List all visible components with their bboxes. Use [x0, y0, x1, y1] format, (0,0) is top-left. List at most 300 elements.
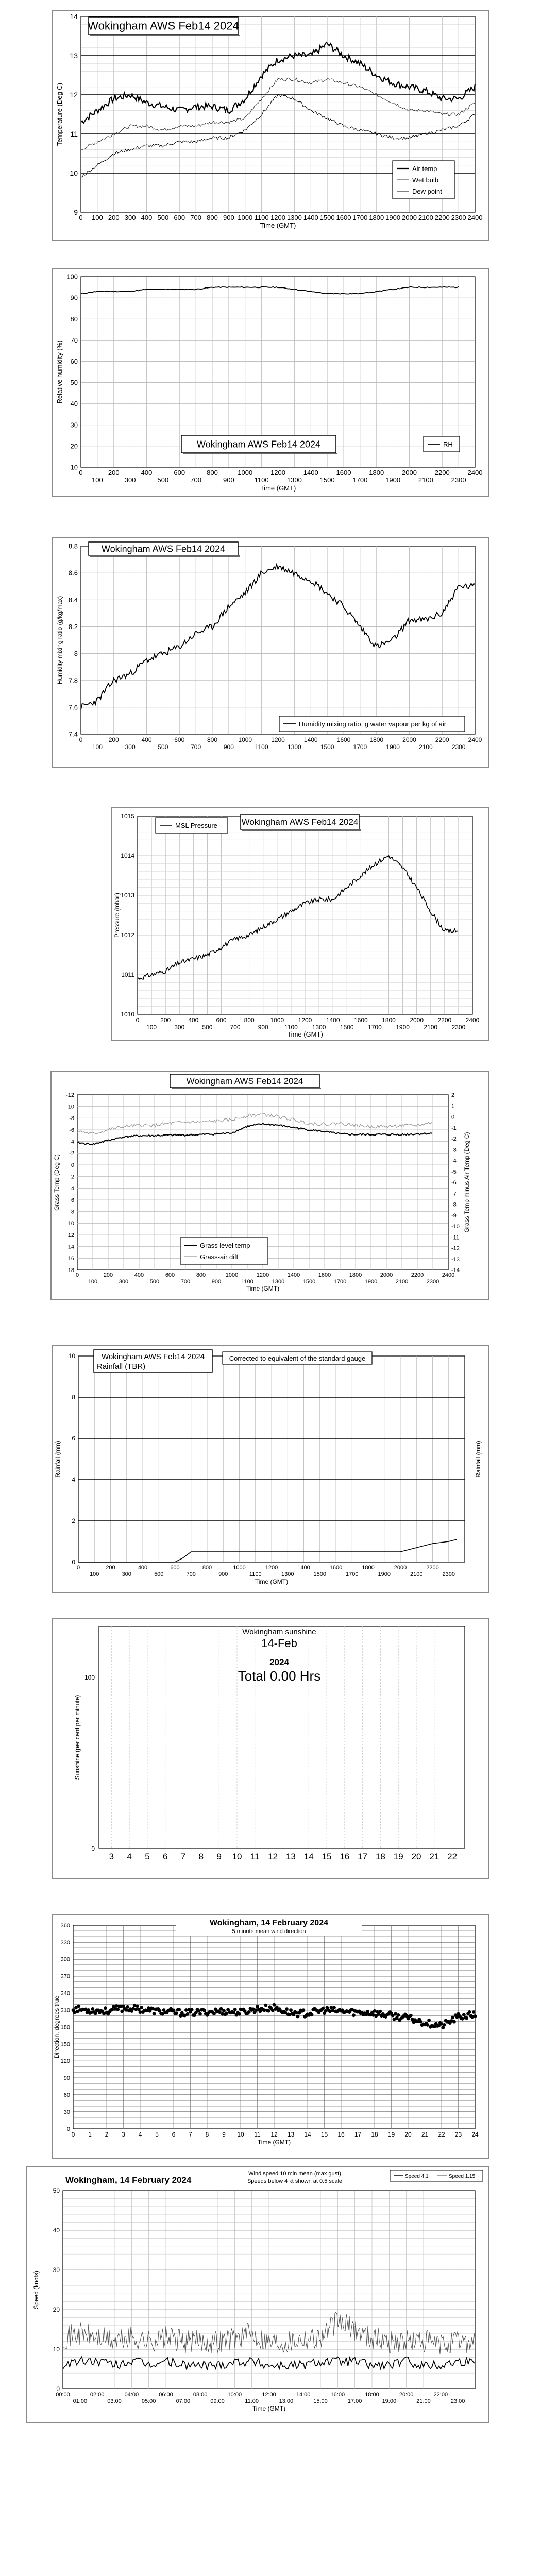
rh-legend-label: RH — [443, 440, 453, 448]
speed-x-tick-label: 23:00 — [450, 2398, 465, 2404]
rain-y-tick-label: 0 — [72, 1558, 75, 1566]
press-x-tick-label: 1700 — [368, 1024, 382, 1031]
speed-x-tick-label: 09:00 — [210, 2398, 225, 2404]
mix-y-tick-label: 8 — [74, 650, 78, 658]
press-x-tick-label: 700 — [230, 1024, 241, 1031]
dir-point — [352, 2013, 356, 2017]
dir-x-tick-label: 1 — [88, 2131, 92, 2138]
dir-point — [378, 2010, 382, 2013]
grass-x-tick-label: 1900 — [364, 1279, 378, 1285]
mix-x-tick-label: 900 — [223, 743, 234, 751]
sun-y-tick-label: 0 — [91, 1845, 95, 1852]
dir-x-tick-label: 19 — [387, 2131, 395, 2138]
dir-point — [468, 2010, 471, 2014]
temp-y-tick-label: 11 — [70, 129, 78, 138]
mixing-ratio-chart-panel — [52, 537, 489, 768]
press-x-tick-label: 2000 — [410, 1016, 424, 1024]
rh-y-tick-label: 100 — [66, 273, 78, 281]
dir-point — [87, 2008, 90, 2012]
rh-y-tick-label: 90 — [70, 294, 78, 302]
speed-x-tick-label: 01:00 — [73, 2398, 88, 2404]
grass-y-tick-label: -6 — [69, 1127, 74, 1133]
mix-x-tick-label: 1200 — [271, 736, 285, 743]
speed-x-tick-label: 08:00 — [193, 2392, 208, 2398]
sun-x-tick-label: 4 — [127, 1852, 132, 1861]
dir-point — [296, 2015, 300, 2019]
dir-x-tick-label: 18 — [371, 2131, 378, 2138]
rain-x-tick-label: 800 — [202, 1565, 212, 1571]
grass-x-tick-label: 1100 — [241, 1279, 253, 1285]
grass-chart-title: Wokingham AWS Feb14 2024 — [186, 1076, 303, 1086]
dir-x-tick-label: 9 — [222, 2131, 226, 2138]
rh-x-tick-label: 0 — [79, 469, 83, 477]
sun-total: Total 0.00 Hrs — [238, 1668, 321, 1684]
grass-x-tick-label: 300 — [119, 1279, 129, 1285]
mix-y-tick-label: 8.6 — [68, 569, 78, 577]
grass-x-tick-label: 2200 — [411, 1272, 424, 1278]
speed-x-tick-label: 00:00 — [56, 2392, 70, 2398]
dir-x-tick-label: 0 — [71, 2131, 75, 2138]
grass-x-tick-label: 900 — [211, 1279, 222, 1285]
dir-y-tick-label: 300 — [60, 1956, 70, 1963]
dir-point — [190, 2008, 194, 2011]
dir-point — [451, 2016, 454, 2020]
temp-legend-label: Wet bulb — [412, 176, 439, 184]
dir-point — [427, 2019, 431, 2022]
rain-x-tick-label: 0 — [76, 1565, 80, 1571]
temp-y-tick-label: 10 — [70, 168, 78, 177]
dir-x-tick-label: 7 — [189, 2131, 192, 2138]
temp-y-axis-label: Temperature (Deg C) — [56, 82, 63, 146]
grass-x-tick-label: 1200 — [256, 1272, 269, 1278]
grass-y2-tick-label: -10 — [451, 1224, 460, 1230]
speed-x-tick-label: 21:00 — [416, 2398, 431, 2404]
rh-x-tick-label: 2100 — [418, 476, 433, 484]
speed-x-tick-label: 18:00 — [365, 2392, 379, 2398]
speed-y-tick-label: 30 — [53, 2266, 60, 2274]
rain-y2-axis-label: Rainfall (mm) — [475, 1440, 482, 1478]
dir-x-tick-label: 3 — [122, 2131, 125, 2138]
temp-y-tick-label: 13 — [70, 51, 78, 60]
dir-point — [238, 2012, 241, 2016]
dir-x-tick-label: 23 — [454, 2131, 462, 2138]
sun-x-tick-label: 22 — [447, 1852, 458, 1861]
grass-y2-tick-label: 1 — [451, 1103, 455, 1110]
dir-x-tick-label: 14 — [304, 2131, 311, 2138]
rain-y-tick-label: 8 — [72, 1394, 75, 1401]
dir-x-tick-label: 13 — [287, 2131, 295, 2138]
press-x-axis-label: Time (GMT) — [287, 1030, 323, 1038]
dir-point — [233, 2008, 237, 2011]
wind-direction-chart-panel — [52, 1914, 489, 2159]
temp-x-tick-label: 1900 — [385, 214, 401, 222]
mix-y-tick-label: 8.4 — [68, 596, 78, 604]
rain-x-tick-label: 2300 — [442, 1571, 455, 1578]
dir-point — [136, 2005, 139, 2008]
sun-x-tick-label: 5 — [145, 1852, 150, 1861]
rain-x-tick-label: 1500 — [313, 1571, 326, 1578]
rh-x-tick-label: 2300 — [451, 476, 466, 484]
sunshine-chart — [53, 1619, 488, 1878]
rh-y-tick-label: 30 — [70, 421, 78, 429]
wind-direction-chart — [53, 1915, 488, 2158]
dir-y-tick-label: 120 — [60, 2058, 70, 2065]
rh-y-tick-label: 40 — [70, 400, 78, 408]
humidity-chart — [53, 269, 488, 496]
rain-x-axis-label: Time (GMT) — [255, 1578, 289, 1585]
rain-x-tick-label: 1100 — [249, 1571, 262, 1578]
mix-y-tick-label: 7.6 — [68, 703, 78, 711]
speed-x-tick-label: 04:00 — [124, 2392, 139, 2398]
mix-y-axis-label: Humidity mixing ratio (g/kg/max) — [56, 596, 63, 685]
dir-point — [366, 2010, 369, 2013]
press-x-tick-label: 800 — [244, 1016, 255, 1024]
temperature-chart — [53, 11, 488, 240]
grass-y2-tick-label: -11 — [451, 1234, 460, 1241]
mix-x-tick-label: 200 — [108, 736, 119, 743]
mix-x-tick-label: 1700 — [353, 743, 367, 751]
speed-x-tick-label: 15:00 — [313, 2398, 328, 2404]
speed-x-tick-label: 19:00 — [382, 2398, 397, 2404]
rainfall-chart — [53, 1346, 488, 1592]
grass-y2-tick-label: -6 — [451, 1180, 457, 1186]
press-x-tick-label: 300 — [174, 1024, 185, 1031]
temp-x-tick-label: 1000 — [238, 214, 253, 222]
grass-y2-tick-label: 2 — [451, 1092, 455, 1098]
temp-x-axis-label: Time (GMT) — [260, 222, 296, 229]
mix-x-tick-label: 1100 — [255, 743, 268, 751]
sun-chart-title: Wokingham sunshine — [242, 1628, 316, 1636]
mix-x-tick-label: 300 — [125, 743, 136, 751]
dir-point — [321, 2007, 325, 2010]
dir-point — [465, 2016, 468, 2020]
mix-x-tick-label: 1900 — [386, 743, 400, 751]
dir-x-tick-label: 11 — [254, 2131, 261, 2138]
grass-y2-axis-label: Grass Temp minus Air Temp (Deg C) — [463, 1132, 470, 1233]
rh-x-tick-label: 1800 — [369, 469, 384, 477]
sun-x-tick-label: 19 — [393, 1852, 403, 1861]
press-chart-title-shadow — [242, 829, 361, 831]
speed-x-tick-label: 06:00 — [159, 2392, 173, 2398]
rh-x-tick-label: 1600 — [336, 469, 351, 477]
temp-x-tick-label: 2400 — [467, 214, 483, 222]
dir-point — [397, 2013, 400, 2017]
rh-x-axis-label: Time (GMT) — [260, 484, 296, 492]
rh-x-tick-label: 2000 — [402, 469, 417, 477]
grass-y-tick-label: 10 — [67, 1221, 74, 1227]
rain-x-tick-label: 1700 — [346, 1571, 359, 1578]
press-x-tick-label: 900 — [258, 1024, 268, 1031]
press-legend-label: MSL Pressure — [175, 822, 217, 829]
temp-x-tick-label: 1600 — [336, 214, 351, 222]
mix-y-tick-label: 7.4 — [68, 730, 78, 738]
press-x-tick-label: 400 — [188, 1016, 199, 1024]
mix-chart-title-shadow — [90, 555, 240, 557]
mix-x-tick-label: 2400 — [468, 736, 482, 743]
speed-y-axis-label: Speed (knots) — [32, 2270, 40, 2309]
grass-y2-tick-label: -3 — [451, 1147, 457, 1154]
mix-y-tick-label: 8.2 — [68, 622, 78, 631]
grass-x-tick-label: 700 — [180, 1279, 191, 1285]
sun-x-tick-label: 11 — [250, 1852, 260, 1861]
grass-x-tick-label: 1800 — [349, 1272, 362, 1278]
dir-point — [302, 2008, 306, 2012]
rain-y-tick-label: 6 — [72, 1435, 75, 1443]
temp-x-tick-label: 1400 — [303, 214, 318, 222]
rh-x-tick-label: 1100 — [254, 476, 269, 484]
dir-point — [232, 2011, 235, 2014]
dir-point — [198, 2012, 202, 2016]
dir-point — [285, 2007, 289, 2011]
press-x-tick-label: 1600 — [353, 1016, 368, 1024]
temp-y-tick-label: 12 — [70, 90, 78, 99]
rain-x-tick-label: 2100 — [410, 1571, 423, 1578]
dir-x-tick-label: 6 — [172, 2131, 176, 2138]
mix-x-tick-label: 2200 — [435, 736, 449, 743]
mix-x-tick-label: 1300 — [288, 743, 301, 751]
rh-x-tick-label: 800 — [207, 469, 218, 477]
humidity-chart-panel — [52, 268, 489, 497]
press-x-tick-label: 600 — [216, 1016, 227, 1024]
temp-x-tick-label: 600 — [174, 214, 185, 222]
rh-x-tick-label: 1400 — [303, 469, 318, 477]
grass-x-axis-label: Time (GMT) — [246, 1285, 280, 1292]
grass-x-tick-label: 2000 — [380, 1272, 393, 1278]
mix-x-tick-label: 400 — [141, 736, 152, 743]
sun-x-tick-label: 16 — [340, 1852, 350, 1861]
press-y-tick-label: 1011 — [121, 971, 134, 979]
dir-point — [472, 2010, 476, 2014]
rh-x-tick-label: 600 — [174, 469, 185, 477]
dir-x-axis-label: Time (GMT) — [257, 2139, 291, 2146]
mixing-ratio-chart — [53, 538, 488, 767]
dir-x-tick-label: 10 — [237, 2131, 244, 2138]
dir-point — [120, 2010, 124, 2013]
temp-legend-label: Air temp — [412, 165, 437, 173]
grass-y-tick-label: 14 — [67, 1244, 74, 1250]
rain-x-tick-label: 100 — [90, 1571, 99, 1578]
press-y-tick-label: 1015 — [121, 812, 134, 820]
rh-x-tick-label: 2400 — [467, 469, 483, 477]
mix-x-tick-label: 1600 — [336, 736, 351, 743]
speed-x-tick-label: 13:00 — [279, 2398, 294, 2404]
grass-y2-tick-label: -2 — [451, 1136, 457, 1142]
dir-point — [212, 2012, 216, 2016]
rh-x-tick-label: 1500 — [319, 476, 335, 484]
temp-x-tick-label: 1500 — [319, 214, 335, 222]
rh-y-axis-label: Relative humidity (%) — [56, 340, 63, 404]
grass-y-axis-label: Grass Temp (Deg C) — [53, 1154, 60, 1211]
temperature-chart-panel — [52, 10, 489, 241]
dir-point — [202, 2009, 206, 2012]
press-y-tick-label: 1012 — [121, 931, 134, 939]
dir-point — [153, 2012, 156, 2015]
temp-legend-label: Dew point — [412, 188, 442, 195]
rain-y-tick-label: 2 — [72, 1517, 75, 1525]
speed-y-tick-label: 10 — [53, 2346, 60, 2353]
dir-point — [419, 2020, 422, 2024]
speed-x-tick-label: 07:00 — [176, 2398, 191, 2404]
press-y-axis-label: Pressure (mbar) — [113, 893, 121, 938]
grass-x-tick-label: 200 — [103, 1272, 113, 1278]
sun-x-tick-label: 13 — [285, 1852, 296, 1861]
grass-temp-chart-panel — [50, 1071, 489, 1300]
sun-x-tick-label: 14 — [303, 1852, 314, 1861]
dir-point — [94, 2012, 97, 2015]
grass-y-tick-label: 8 — [71, 1209, 74, 1215]
mix-chart-title: Wokingham AWS Feb14 2024 — [101, 544, 226, 554]
speed-y-tick-label: 40 — [53, 2227, 60, 2234]
dir-point — [140, 2006, 143, 2009]
press-x-tick-label: 100 — [146, 1024, 157, 1031]
grass-y2-tick-label: -13 — [451, 1256, 460, 1263]
mix-x-tick-label: 1400 — [303, 736, 318, 743]
dir-point — [452, 2020, 456, 2024]
rain-y-tick-label: 10 — [68, 1352, 75, 1360]
grass-x-tick-label: 1000 — [225, 1272, 239, 1278]
press-x-tick-label: 1500 — [340, 1024, 354, 1031]
rain-x-tick-label: 1000 — [233, 1565, 246, 1571]
temp-x-tick-label: 2100 — [418, 214, 433, 222]
mix-x-tick-label: 1000 — [238, 736, 252, 743]
temp-x-tick-label: 900 — [223, 214, 234, 222]
rh-y-tick-label: 60 — [70, 357, 78, 365]
dir-x-tick-label: 12 — [270, 2131, 278, 2138]
grass-chart-title-shadow — [172, 1088, 321, 1089]
mix-x-tick-label: 600 — [174, 736, 185, 743]
dir-y-tick-label: 150 — [60, 2041, 70, 2048]
mix-legend-label: Humidity mixing ratio, g water vapour per kg of air — [299, 720, 447, 728]
temp-x-tick-label: 100 — [92, 214, 103, 222]
dir-y-tick-label: 180 — [60, 2024, 70, 2031]
temp-x-tick-label: 2000 — [402, 214, 417, 222]
temp-x-tick-label: 1100 — [254, 214, 269, 222]
rain-x-tick-label: 1600 — [329, 1565, 343, 1571]
rain-y-tick-label: 4 — [72, 1476, 75, 1484]
sun-x-tick-label: 8 — [198, 1852, 204, 1861]
temp-x-tick-label: 0 — [79, 214, 83, 222]
rain-x-tick-label: 600 — [170, 1565, 180, 1571]
press-x-tick-label: 0 — [136, 1016, 140, 1024]
dir-x-tick-label: 8 — [205, 2131, 209, 2138]
mix-x-tick-label: 500 — [158, 743, 168, 751]
grass-x-tick-label: 500 — [149, 1279, 160, 1285]
grass-x-tick-label: 400 — [134, 1272, 144, 1278]
rh-x-tick-label: 1300 — [286, 476, 302, 484]
press-x-tick-label: 1100 — [284, 1024, 298, 1031]
dir-point — [175, 2011, 178, 2015]
sun-x-tick-label: 15 — [322, 1852, 332, 1861]
press-x-tick-label: 1300 — [312, 1024, 326, 1031]
sun-x-tick-label: 12 — [268, 1852, 278, 1861]
mix-x-tick-label: 1500 — [320, 743, 334, 751]
temp-y-tick-label: 9 — [74, 208, 78, 216]
rh-y-tick-label: 50 — [70, 379, 78, 387]
temp-x-tick-label: 1800 — [369, 214, 384, 222]
rain-x-tick-label: 1800 — [362, 1565, 375, 1571]
temp-x-tick-label: 1300 — [286, 214, 302, 222]
dir-point — [443, 2023, 446, 2027]
temp-x-tick-label: 2200 — [434, 214, 450, 222]
grass-y-tick-label: -4 — [69, 1139, 74, 1145]
dir-point — [104, 2006, 107, 2010]
rh-x-tick-label: 1000 — [238, 469, 253, 477]
press-x-tick-label: 2200 — [437, 1016, 452, 1024]
rh-x-tick-label: 300 — [124, 476, 136, 484]
speed-legend-label: Speed 1.15 — [449, 2174, 476, 2179]
press-x-tick-label: 1800 — [382, 1016, 396, 1024]
press-x-tick-label: 1900 — [396, 1024, 410, 1031]
dir-x-tick-label: 2 — [105, 2131, 109, 2138]
dir-point — [126, 2005, 129, 2009]
dir-y-tick-label: 90 — [63, 2075, 70, 2082]
grass-y2-tick-label: -5 — [451, 1168, 457, 1175]
speed-x-tick-label: 12:00 — [262, 2392, 276, 2398]
wind-speed-chart — [27, 2167, 488, 2422]
rh-chart-title-shadow — [183, 453, 337, 454]
speed-x-tick-label: 10:00 — [227, 2392, 242, 2398]
speed-chart-title: Wokingham, 14 February 2024 — [65, 2175, 192, 2185]
grass-y2-tick-label: -14 — [451, 1267, 460, 1274]
mix-y-tick-label: 7.8 — [68, 676, 78, 685]
rain-x-tick-label: 1200 — [265, 1565, 278, 1571]
dir-x-tick-label: 5 — [155, 2131, 159, 2138]
speed-x-tick-label: 14:00 — [296, 2392, 311, 2398]
press-chart-title: Wokingham AWS Feb14 2024 — [241, 817, 359, 827]
rain-note: Corrected to equivalent of the standard gauge — [229, 1354, 366, 1362]
mix-y-tick-label: 8.8 — [68, 542, 78, 550]
mix-x-tick-label: 700 — [191, 743, 201, 751]
grass-y-tick-label: 0 — [71, 1162, 74, 1168]
temp-x-tick-label: 400 — [141, 214, 153, 222]
grass-y2-tick-label: -1 — [451, 1125, 457, 1131]
press-x-tick-label: 200 — [160, 1016, 171, 1024]
dir-x-tick-label: 4 — [138, 2131, 142, 2138]
dir-y-tick-label: 210 — [60, 2007, 70, 2014]
dir-x-tick-label: 15 — [320, 2131, 328, 2138]
dir-x-tick-label: 21 — [421, 2131, 429, 2138]
mix-x-tick-label: 0 — [79, 736, 83, 743]
speed-legend-label: Speed 4.1 — [405, 2174, 429, 2179]
dir-point — [409, 2014, 413, 2018]
dir-y-tick-label: 270 — [60, 1973, 70, 1980]
pressure-chart-panel — [111, 807, 489, 1041]
speed-x-tick-label: 16:00 — [330, 2392, 345, 2398]
sun-date: 14-Feb — [261, 1637, 297, 1650]
speed-x-axis-label: Time (GMT) — [252, 2405, 286, 2412]
temp-chart-title-shadow — [90, 35, 240, 36]
sun-x-tick-label: 17 — [358, 1852, 368, 1861]
grass-x-tick-label: 1300 — [272, 1279, 285, 1285]
grass-legend-label: Grass level temp — [200, 1242, 250, 1249]
temp-x-tick-label: 200 — [108, 214, 120, 222]
dir-x-tick-label: 16 — [337, 2131, 345, 2138]
dir-x-tick-label: 20 — [404, 2131, 412, 2138]
rain-x-tick-label: 300 — [122, 1571, 131, 1578]
sun-x-tick-label: 20 — [411, 1852, 421, 1861]
dir-point — [186, 2012, 190, 2016]
grass-y2-tick-label: 0 — [451, 1114, 455, 1121]
grass-x-tick-label: 0 — [75, 1272, 79, 1278]
rain-y-axis-label: Rainfall (mm) — [54, 1440, 61, 1478]
grass-y2-tick-label: -12 — [451, 1245, 460, 1252]
pressure-chart — [112, 808, 488, 1040]
rh-x-tick-label: 700 — [190, 476, 201, 484]
grass-y-tick-label: 12 — [67, 1232, 74, 1239]
dir-chart-title: Wokingham, 14 February 2024 — [209, 1919, 329, 1927]
rain-x-tick-label: 900 — [218, 1571, 228, 1578]
press-x-tick-label: 2300 — [451, 1024, 466, 1031]
